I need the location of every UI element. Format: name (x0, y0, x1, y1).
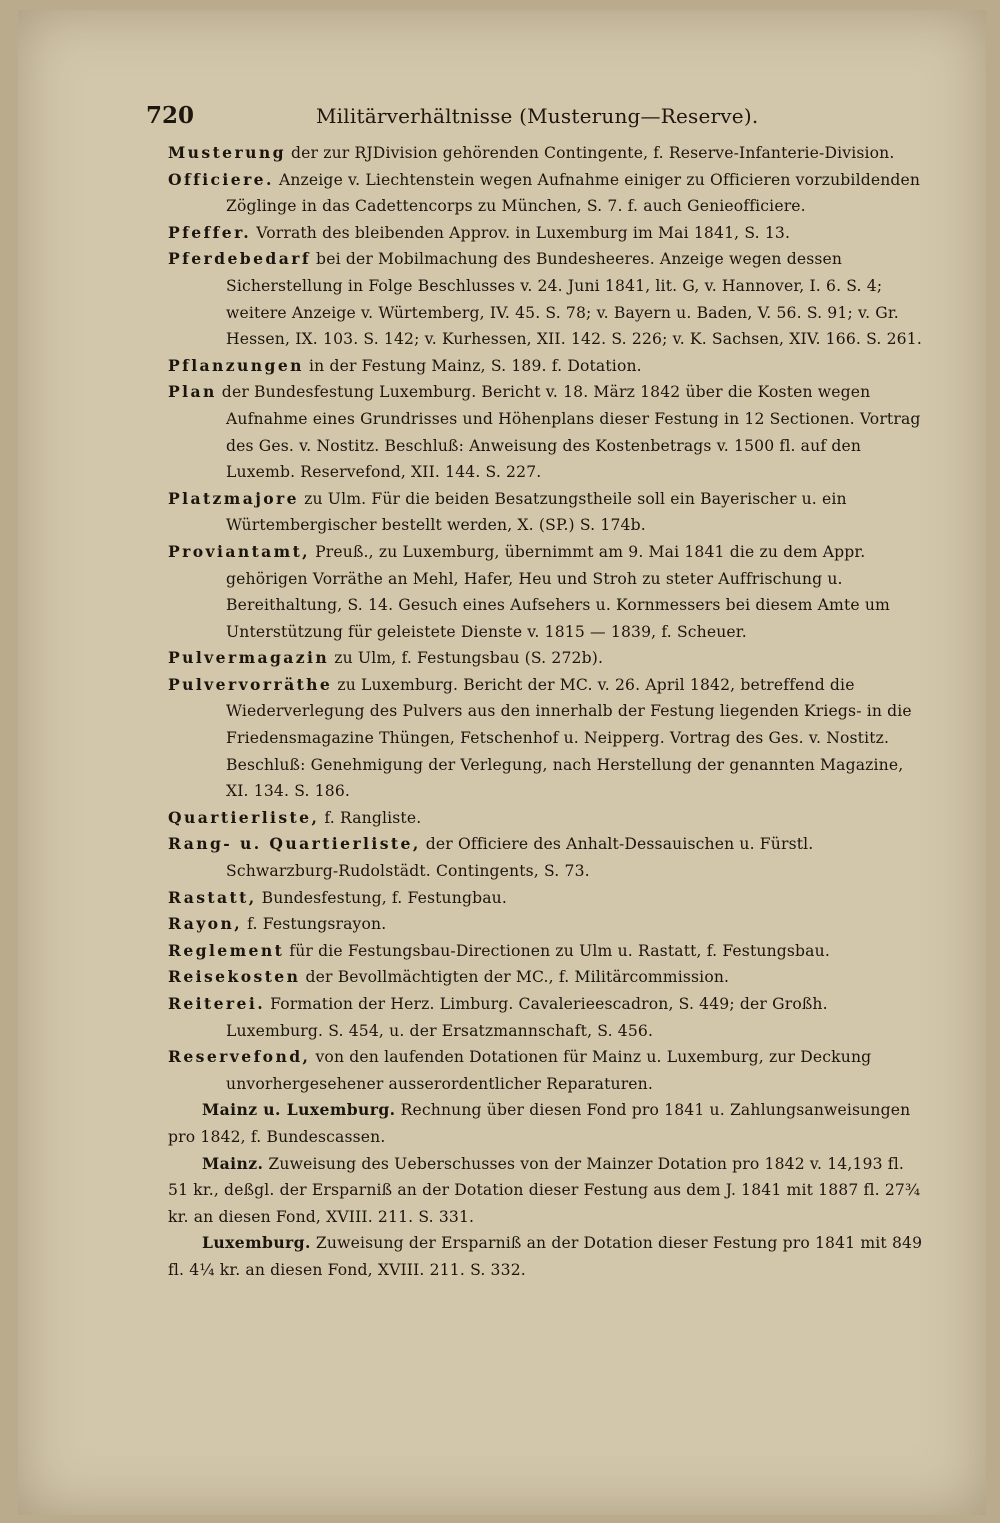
index-entry: Plan der Bundesfestung Luxemburg. Bericht v. 18. März 1842 über die Kosten wegen Aufnahme eines Grundrisses und Höhenplans dieser Festung in 12 Sectionen. Vortrag des Ges. v. Nostitz. Beschluß: Anweisung des Kostenbetrags v. 1500 fl. auf den Luxemb. Reservefond, XII. 144. S. 227. (168, 382, 921, 482)
index-subentry: Mainz u. Luxemburg. Rechnung über diesen Fond pro 1841 u. Zahlungsanweisungen pro 1842, f. Bundescassen. (168, 1100, 911, 1146)
index-entry: Pulvermagazin zu Ulm, f. Festungsbau (S. 272b). (168, 648, 604, 668)
page-header (146, 102, 866, 136)
index-entry: Officiere. Anzeige v. Liechtenstein wegen Aufnahme einiger zu Officieren vorzubildenden Zöglinge in das Cadettencorps zu München, S. 7. f. auch Genieofficiere. (168, 169, 921, 216)
index-entry: Reservefond, von den laufenden Dotationen für Mainz u. Luxemburg, zur Deckung unvorhergesehener ausserordentlicher Reparaturen. (168, 1047, 872, 1093)
index-entry: Pfeffer. Vorrath des bleibenden Approv. in Luxemburg im Mai 1841, S. 13. (168, 222, 791, 242)
index-entry: Rayon, f. Festungsrayon. (168, 914, 387, 934)
running-title: Militärverhältnisse (Musterung—Reserve). (316, 104, 759, 128)
index-entry: Rastatt, Bundesfestung, f. Festungbau. (168, 887, 507, 907)
index-entry: Rang- u. Quartierliste, der Officiere des Anhalt-Dessauischen u. Fürstl. Schwarzburg-Rudolstädt. Contingents, S. 73. (168, 834, 814, 881)
index-entry: Proviantamt, Preuß., zu Luxemburg, übernimmt am 9. Mai 1841 die zu dem Appr. gehörigen Vorräthe an Mehl, Hafer, Heu und Stroh zu steter Auffrischung u. Bereithaltung, S. 14. Gesuch eines Aufsehers u. Kornmessers bei diesem Amte um Unterstützung für geleistete Dienste v. 1815 — 1839, f. Scheuer. (168, 541, 890, 641)
index-entry: Musterung der zur RJDivision gehörenden Contingente, f. Reserve-Infanterie-Division. (168, 143, 895, 162)
index-entry: Reiterei. Formation der Herz. Limburg. Cavalerieescadron, S. 449; der Großh. Luxemburg. S. 454, u. der Ersatzmannschaft, S. 456. (168, 994, 828, 1040)
index-entry: Pulvervorräthe zu Luxemburg. Bericht der MC. v. 26. April 1842, betreffend die Wiederverlegung des Pulvers aus den innerhalb der Festung liegenden Kriegs- in die Friedensmagazine Thüngen, Fetschenhof u. Neipperg. Vortrag des Ges. v. Nostitz. Beschluß: Genehmigung der Verlegung, nach Herstellung der genannten Magazine, XI. 134. S. 186. (168, 674, 912, 801)
index-subentry: Mainz. Zuweisung des Ueberschusses von der Mainzer Dotation pro 1842 v. 14,193 fl. 51 kr., deßgl. der Ersparniß an der Dotation dieser Festung aus dem J. 1841 mit 1887 fl. 27¾ kr. an diesen Fond, XVIII. 211. S. 331. (168, 1153, 921, 1226)
page-number: 720 (146, 102, 195, 129)
index-entry: Platzmajore zu Ulm. Für die beiden Besatzungstheile soll ein Bayerischer u. ein Würtembergischer bestellt werden, X. (SP.) S. 174b. (168, 488, 847, 535)
index-entry: Quartierliste, f. Rangliste. (168, 807, 422, 827)
index-subentry: Luxemburg. Zuweisung der Ersparniß an der Dotation dieser Festung pro 1841 mit 849 fl. 4¼ kr. an diesen Fond, XVIII. 211. S. 332. (168, 1233, 923, 1279)
index-entry: Reglement für die Festungsbau-Directionen zu Ulm u. Rastatt, f. Festungsbau. (168, 940, 830, 960)
index-entry: Reisekosten der Bevollmächtigten der MC., f. Militärcommission. (168, 967, 730, 987)
index-entry: Pflanzungen in der Festung Mainz, S. 189. f. Dotation. (168, 355, 642, 375)
index-entry: Pferdebedarf bei der Mobilmachung des Bundesheeres. Anzeige wegen dessen Sicherstellung in Folge Beschlusses v. 24. Juni 1841, lit. G, v. Hannover, I. 6. S. 4; weitere Anzeige v. Würtemberg, IV. 45. S. 78; v. Bayern u. Baden, V. 56. S. 91; v. Gr. Hessen, IX. 103. S. 142; v. Kurhessen, XII. 142. S. 226; v. K. Sachsen, XIV. 166. S. 261. (168, 249, 922, 349)
index-body (168, 140, 928, 1284)
